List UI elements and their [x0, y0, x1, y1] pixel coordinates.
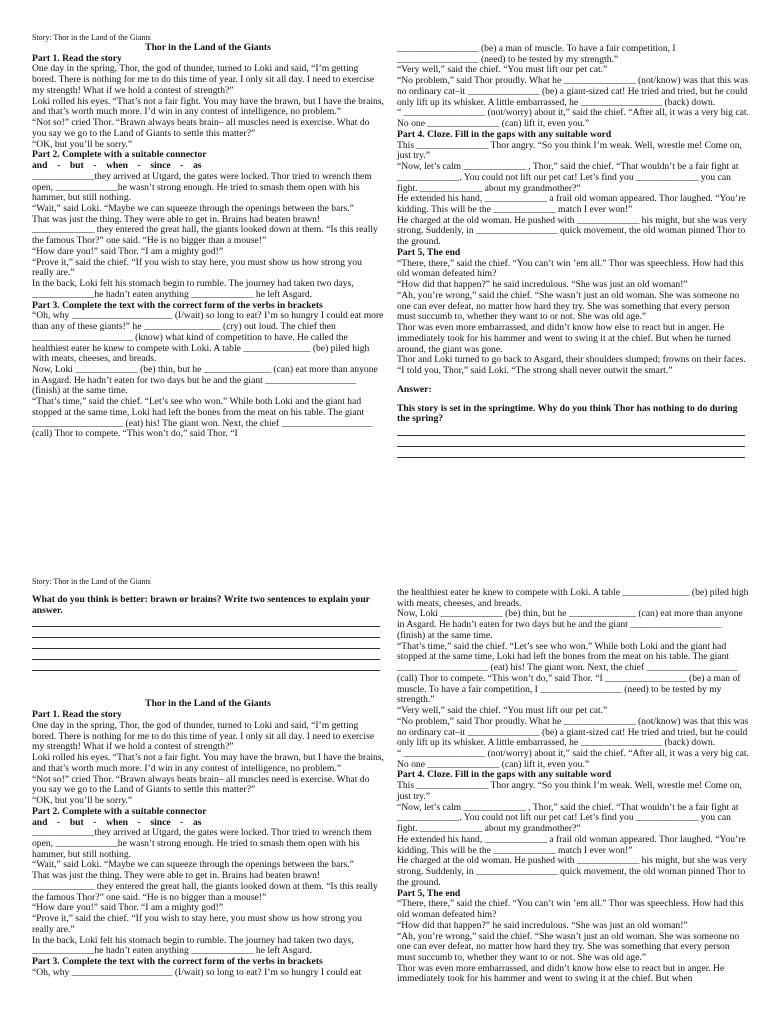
paragraph: “Oh, why _____________________ (I/wait) so long to eat? I’m so hungry I could eat more than any of these giants!” he ________________ (cry) out loud. The chief then _____________________ (know) what kind of competition to have. He called the healthiest eater he knew to compete with Loki. A table ______________ (be) piled high with meats, cheeses, and breads. — [32, 310, 384, 365]
paragraph: “How did that happen?” he said incredulous. “She was just an old woman!” — [397, 919, 688, 931]
paragraph: “Very well,” said the chief. “You must lift our pet cat.” — [397, 705, 608, 717]
paragraph: That was just the thing. They were able to get in. Brains had beaten brawn! — [32, 213, 321, 225]
paragraph: “Wait,” said Loki. “Maybe we can squeeze through the openings between the bars.” — [32, 859, 354, 871]
paragraph: “How dare you!” said Thor. “I am a mighty god!” — [32, 245, 224, 257]
paragraph: Part 3. Complete the text with the correct form of the verbs in brackets — [32, 956, 323, 968]
paragraph: That was just the thing. They were able to get in. Brains had beaten brawn! — [32, 870, 321, 882]
page2-header: Story: Thor in the Land of the Giants — [32, 577, 151, 586]
paragraph: _____________ they entered the great hall, the giants looked down at them. “Is this really the famous Thor?” one said. “He is no bigger than a mouse!” — [32, 224, 378, 247]
page1-left-column — [32, 34, 384, 440]
paragraph: “There, there,” said the chief. “You can’t win ’em all.” Thor was speechless. How had this old woman defeated him? — [397, 257, 744, 280]
paragraph: Part 1. Read the story — [32, 709, 122, 721]
paragraph: “There, there,” said the chief. “You can’t win ’em all.” Thor was speechless. How had this old woman defeated him? — [397, 898, 744, 921]
paragraph: _____________they arrived at Utgard, the gates were locked. Thor tried to wrench them open, _____________he wasn’t strong enough. He tried to smash them open with his hammer, but still nothing. — [32, 827, 372, 860]
paragraph: Thor was even more embarrassed, and didn’t know how else to react but in anger. He immediately took for his hammer and went to swing it at the chief. But when — [397, 962, 725, 985]
question: What do you think is better: brawn or brains? Write two sentences to explain your answer. — [32, 593, 370, 616]
paragraph: Part 2. Complete with a suitable connector — [32, 805, 207, 817]
paragraph: Now, Loki _____________ (be) thin, but he ______________ (can) eat more than anyone in Asgard. He hadn’t eaten for two days but he and the giant ___________________ (finish) at the same time. — [397, 608, 743, 641]
paragraph: In the back, Loki felt his stomach begin to rumble. The journey had taken two days, _____________he hadn’t eaten anything _____________ he left Asgard. — [32, 278, 354, 300]
paragraph: One day in the spring, Thor, the god of thunder, turned to Loki and said, “I’m getting bored. There is nothing for me to do this time of year. I only sit all day. I need to exercise my strength! What if we hold a contest of strength?” — [32, 719, 375, 753]
paragraph: Part 5, The end — [397, 246, 461, 258]
page1-title: Thor in the Land of the Giants — [145, 41, 271, 53]
paragraph: “OK, but you’ll be sorry.” — [32, 138, 133, 150]
page2-title: Thor in the Land of the Giants — [145, 698, 271, 710]
paragraph: “Ah, you’re wrong,” said the chief. “She wasn’t just an old woman. She was someone no one can ever defeat, no matter how hard they try. She was something that every person must succumb to, whether they want to or not. She was old age.” — [397, 930, 740, 963]
paragraph: Part 4. Cloze. Fill in the gaps with any suitable word — [397, 128, 612, 140]
paragraph: One day in the spring, Thor, the god of thunder, turned to Loki and said, “I’m getting bored. There is nothing for me to do this time of year. I only sit all day. I need to exercise my strength! What if we hold a contest of strength?” — [32, 63, 375, 96]
paragraph: “ _________________ (not/worry) about it,” said the chief. “After all, it was a very big cat. No one _______________ (can) lift it, even you.” — [397, 748, 749, 770]
answer-lines[interactable] — [397, 425, 749, 458]
paragraph: In the back, Loki felt his stomach begin to rumble. The journey had taken two days, _____________he hadn’t eaten anything _____________ he left Asgard. — [32, 934, 354, 957]
paragraph: “That’s time,” said the chief. “Let’s see who won.” While both Loki and the giant had stopped at the same time, Loki had left the bones from the meat on his table. The giant ___________________ (eat) his! The giant won. Next, the chief ___________________ (call) Thor to compete. “This won’t do,” said Thor. “I _________________ (be) a man of muscle. To have a fair competition, I _________________ (need) to be tested by my strength.” — [397, 640, 741, 706]
paragraph: “Wait,” said Loki. “Maybe we can squeeze through the openings between the bars.” — [32, 202, 354, 214]
paragraph: “That’s time,” said the chief. “Let’s see who won.” While both Loki and the giant had stopped at the same time, Loki had left the bones from the meat on his table. The giant ___________________ (eat) his! The giant won. Next, the chief ___________________ (call) Thor to compete. “This won’t do,” said Thor. “I — [32, 396, 373, 440]
paragraph: Part 1. Read the story — [32, 52, 122, 64]
paragraph: Part 5, The end — [397, 887, 461, 899]
paragraph: “How did that happen?” he said incredulous. “She was just an old woman!” — [397, 279, 688, 291]
answer-label: Answer: — [397, 383, 432, 395]
paragraph: “I told you, Thor,” said Loki. “The strong shall never outwit the smart.” — [397, 365, 673, 377]
answer-line[interactable] — [32, 660, 380, 671]
answer-lines[interactable] — [32, 616, 384, 671]
paragraph: This _______________ Thor angry. “So you think I’m weak. Well, wrestle me! Come on, just try.” — [397, 139, 742, 162]
paragraph: He charged at the old woman. He pushed with _____________ his might, but she was very strong. Suddenly, in _________________ quick movement, the old woman pinned Thor to the ground. — [397, 855, 747, 888]
paragraph: Part 3. Complete the text with the correct form of the verbs in brackets — [32, 299, 323, 311]
paragraph: “Now, let’s calm _____________ , Thor,” said the chief. “That wouldn’t be a fair fight at _____________. You could not lift our pet cat! Let’s find you _____________ you can fight. _____________ about my grandmother?” — [397, 161, 739, 194]
question: This story is set in the springtime. Why do you think Thor has nothing to do during the spring? — [397, 402, 738, 425]
paragraph: Loki rolled his eyes. “That’s not a fair fight. You may have the brawn, but I have the brains, and that’s worth much more. I’d win in any contest of intelligence, no problem.” — [32, 752, 384, 774]
answer-line[interactable] — [397, 447, 745, 458]
page2-right-column — [397, 588, 749, 985]
paragraph: “Not so!” cried Thor. “Brawn always beats brain– all muscles need is exercise. What do you say we go to the Land of Giants to settle this matter?” — [32, 773, 370, 796]
paragraph: He charged at the old woman. He pushed with _____________ his might, but she was very strong. Suddenly, in _________________ quick movement, the old woman pinned Thor to the ground. — [397, 214, 747, 248]
connector-list: and - but - when - since - as — [32, 160, 202, 172]
paragraph: “No problem,” said Thor proudly. What he _______________ (not/know) was that this was no ordinary cat–it _______________ (be) a giant-sized cat! He tried and tried, but he could only lift up its whisker. A little embarrassed, he _________________ (back) down. — [397, 75, 749, 108]
paragraph: He extended his hand, _____________ a frail old woman appeared. Thor laughed. “You’re kidding. This will be the _____________ match I ever won!” — [397, 193, 746, 216]
paragraph: “Now, let’s calm _____________ , Thor,” said the chief. “That wouldn’t be a fair fight at _____________. You could not lift our pet cat! Let’s find you _____________ you can fight. _____________ about my grandmother?” — [397, 801, 739, 835]
answer-line[interactable] — [32, 638, 380, 649]
page2-left-column — [32, 578, 384, 979]
worksheet-page-2 — [0, 512, 768, 1024]
paragraph: “Very well,” said the chief. “You must lift our pet cat.” — [397, 64, 608, 76]
paragraph: _____________they arrived at Utgard, the gates were locked. Thor tried to wrench them open, _____________he wasn’t strong enough. He tried to smash them open with his hammer, but still nothing. — [32, 170, 372, 204]
paragraph: “OK, but you’ll be sorry.” — [32, 795, 133, 807]
paragraph: “No problem,” said Thor proudly. What he _______________ (not/know) was that this was no ordinary cat–it _______________ (be) a giant-sized cat! He tried and tried, but he could only lift up its whisker. A little embarrassed, he _________________ (back) down. — [397, 715, 749, 749]
page1-header: Story: Thor in the Land of the Giants — [32, 33, 151, 42]
answer-line[interactable] — [32, 627, 380, 638]
paragraph: Part 2. Complete with a suitable connector — [32, 149, 207, 161]
paragraph: _________________ (be) a man of muscle. To have a fair competition, I _________________ (need) to be tested by my strength.” — [397, 43, 676, 65]
paragraph: _____________ they entered the great hall, the giants looked down at them. “Is this really the famous Thor?” one said. “He is no bigger than a mouse!” — [32, 880, 378, 903]
paragraph: He extended his hand, _____________ a frail old woman appeared. Thor laughed. “You’re kidding. This will be the _____________ match I ever won!” — [397, 833, 746, 856]
paragraph: “ _________________ (not/worry) about it,” said the chief. “After all, it was a very big cat. No one _______________ (can) lift it, even you.” — [397, 107, 749, 130]
connector-list: and - but - when - since - as — [32, 816, 202, 828]
paragraph: “Not so!” cried Thor. “Brawn always beats brain– all muscles need is exercise. What do you say we go to the Land of Giants to settle this matter?” — [32, 117, 370, 139]
paragraph: This _______________ Thor angry. “So you think I’m weak. Well, wrestle me! Come on, just try.” — [397, 780, 742, 802]
paragraph: “Oh, why _____________________ (I/wait) so long to eat? I’m so hungry I could eat — [32, 966, 362, 978]
paragraph: “Prove it,” said the chief. “If you wish to stay here, you must show us how strong you really are.” — [32, 913, 362, 935]
paragraph: Thor and Loki turned to go back to Asgard, their shoulders slumped; frowns on their faces. — [397, 354, 746, 366]
paragraph: “Prove it,” said the chief. “If you wish to stay here, you must show us how strong you really are.” — [32, 256, 362, 279]
answer-line[interactable] — [32, 649, 380, 660]
answer-line[interactable] — [32, 616, 380, 627]
paragraph: Part 4. Cloze. Fill in the gaps with any suitable word — [397, 769, 612, 781]
paragraph: Loki rolled his eyes. “That’s not a fair fight. You may have the brawn, but I have the brains, and that’s worth much more. I’d win in any contest of intelligence, no problem.” — [32, 95, 384, 118]
answer-line[interactable] — [397, 436, 745, 447]
answer-line[interactable] — [397, 425, 745, 436]
paragraph: Now, Loki _____________ (be) thin, but he ______________ (can) eat more than anyone in Asgard. He hadn’t eaten for two days but he and the giant ___________________ (finish) at the same time. — [32, 363, 378, 397]
page1-right-column — [397, 44, 749, 458]
paragraph: “How dare you!” said Thor. “I am a mighty god!” — [32, 902, 224, 914]
paragraph: “Ah, you’re wrong,” said the chief. “She wasn’t just an old woman. She was someone no one can ever defeat, no matter how hard they try. She was something that every person must succumb to, whether they want to or not. She was old age.” — [397, 289, 740, 323]
paragraph: Thor was even more embarrassed, and didn’t know how else to react but in anger. He immediately took for his hammer and went to swing it at the chief. But when he turned around, the giant was gone. — [397, 322, 731, 355]
paragraph: the healthiest eater he knew to compete with Loki. A table ______________ (be) piled high with meats, cheeses, and breads. — [397, 587, 749, 609]
